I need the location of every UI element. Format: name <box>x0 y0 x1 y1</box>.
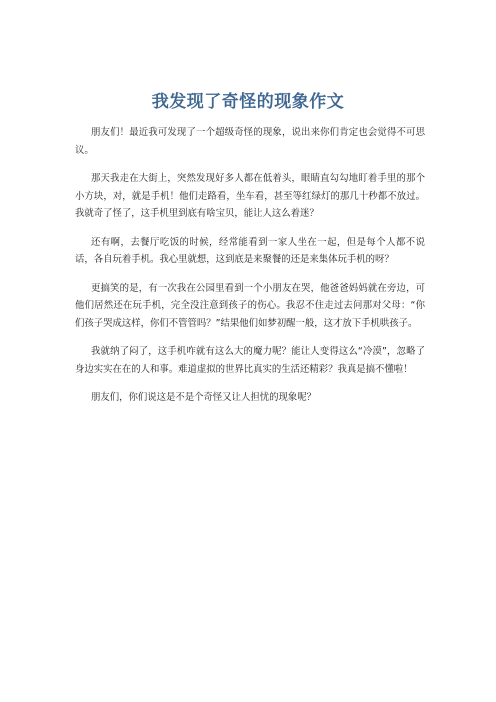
paragraph: 那天我走在大街上，突然发现好多人都在低着头，眼睛直勾勾地盯着手里的那个小方块，对，就是手机！他们走路看，坐车看，甚至等红绿灯的那几十秒都不放过。我就奇了怪了，这手机里到底有啥宝贝，能让人这么着迷？ <box>75 173 425 219</box>
paragraph: 还有啊，去餐厅吃饭的时候，经常能看到一家人坐在一起，但是每个人都不说话，各自玩着手机。我心里就想，这到底是来聚餐的还是来集体玩手机的呀？ <box>75 236 425 265</box>
paragraph: 朋友们！最近我可发现了一个超级奇怪的现象，说出来你们肯定也会觉得不可思议。 <box>75 127 425 156</box>
paragraph: 朋友们，你们说这是不是个奇怪又让人担忧的现象呢？ <box>91 392 317 403</box>
document-title: 我发现了奇怪的现象作文 <box>151 92 345 112</box>
paragraph: 我就纳了闷了，这手机咋就有这么大的魔力呢？能让人变得这么“冷漠”，忽略了身边实实在在的人和事。难道虚拟的世界比真实的生活还精彩？我真是搞不懂啦！ <box>75 346 425 375</box>
paragraph: 更搞笑的是，有一次我在公园里看到一个小朋友在哭，他爸爸妈妈就在旁边，可他们居然还在玩手机，完全没注意到孩子的伤心。我忍不住走过去问那对父母：“你们孩子哭成这样，你们不管管吗？”结果他们如梦初醒一般，这才放下手机哄孩子。 <box>75 282 425 329</box>
document-body <box>75 124 425 418</box>
